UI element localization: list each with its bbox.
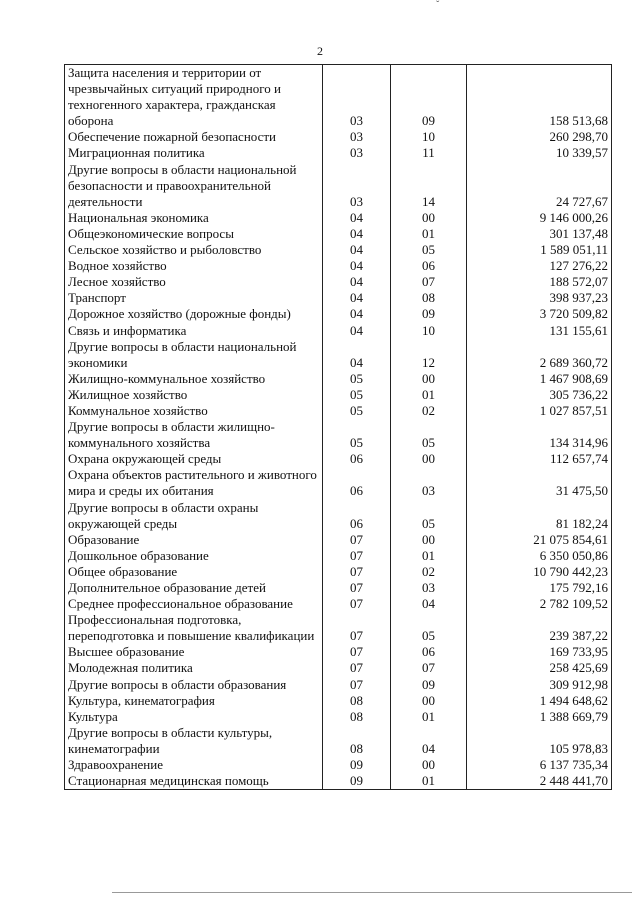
budget-table-body xyxy=(65,65,612,790)
row-section-code-cell: 07 xyxy=(323,564,391,580)
row-name-cell: Обеспечение пожарной безопасности xyxy=(65,129,323,145)
row-subsection-code-cell: 01 xyxy=(391,709,467,725)
row-subsection-code-cell: 02 xyxy=(391,564,467,580)
table-row xyxy=(65,210,612,226)
row-name-cell: Здравоохранение xyxy=(65,757,323,773)
row-amount-cell: 2 448 441,70 xyxy=(467,773,612,790)
row-section-code-cell: 08 xyxy=(323,725,391,757)
row-name-cell: Связь и информатика xyxy=(65,323,323,339)
row-subsection-code-cell: 05 xyxy=(391,242,467,258)
row-section-code-cell: 06 xyxy=(323,500,391,532)
row-subsection-code-cell: 00 xyxy=(391,371,467,387)
row-section-code-cell: 07 xyxy=(323,660,391,676)
table-row xyxy=(65,339,612,371)
table-row xyxy=(65,564,612,580)
row-name-cell: Общеэкономические вопросы xyxy=(65,226,323,242)
row-amount-cell: 134 314,96 xyxy=(467,419,612,451)
table-row xyxy=(65,387,612,403)
row-name-cell: Национальная экономика xyxy=(65,210,323,226)
row-section-code-cell: 07 xyxy=(323,532,391,548)
row-name-cell: Дополнительное образование детей xyxy=(65,580,323,596)
row-subsection-code-cell: 01 xyxy=(391,548,467,564)
row-name-cell: Образование xyxy=(65,532,323,548)
table-row xyxy=(65,419,612,451)
row-amount-cell: 24 727,67 xyxy=(467,162,612,210)
row-section-code-cell: 05 xyxy=(323,419,391,451)
table-row xyxy=(65,693,612,709)
table-row xyxy=(65,145,612,161)
row-section-code-cell: 03 xyxy=(323,129,391,145)
row-section-code-cell: 09 xyxy=(323,757,391,773)
row-subsection-code-cell: 00 xyxy=(391,693,467,709)
row-subsection-code-cell: 03 xyxy=(391,467,467,499)
row-amount-cell: 169 733,95 xyxy=(467,644,612,660)
row-name-cell: Охрана объектов растительного и животного мира и среды их обитания xyxy=(65,467,323,499)
row-name-cell: Культура xyxy=(65,709,323,725)
table-row xyxy=(65,290,612,306)
row-amount-cell: 21 075 854,61 xyxy=(467,532,612,548)
table-row xyxy=(65,725,612,757)
row-amount-cell: 2 689 360,72 xyxy=(467,339,612,371)
row-amount-cell: 158 513,68 xyxy=(467,65,612,130)
row-subsection-code-cell: 11 xyxy=(391,145,467,161)
row-section-code-cell: 09 xyxy=(323,773,391,790)
row-name-cell: Миграционная политика xyxy=(65,145,323,161)
row-subsection-code-cell: 09 xyxy=(391,677,467,693)
table-row xyxy=(65,467,612,499)
row-amount-cell: 258 425,69 xyxy=(467,660,612,676)
row-subsection-code-cell: 09 xyxy=(391,306,467,322)
row-section-code-cell: 05 xyxy=(323,387,391,403)
row-amount-cell: 1 027 857,51 xyxy=(467,403,612,419)
row-section-code-cell: 03 xyxy=(323,162,391,210)
row-section-code-cell: 08 xyxy=(323,709,391,725)
table-row xyxy=(65,65,612,130)
row-amount-cell: 1 494 648,62 xyxy=(467,693,612,709)
row-amount-cell: 1 467 908,69 xyxy=(467,371,612,387)
row-subsection-code-cell: 06 xyxy=(391,644,467,660)
budget-table xyxy=(64,64,612,790)
row-name-cell: Жилищно-коммунальное хозяйство xyxy=(65,371,323,387)
table-row xyxy=(65,226,612,242)
row-name-cell: Другие вопросы в области культуры, кинематографии xyxy=(65,725,323,757)
row-section-code-cell: 05 xyxy=(323,371,391,387)
row-amount-cell: 2 782 109,52 xyxy=(467,596,612,612)
page-number: 2 xyxy=(317,44,323,58)
row-amount-cell: 105 978,83 xyxy=(467,725,612,757)
row-subsection-code-cell: 06 xyxy=(391,258,467,274)
row-subsection-code-cell: 10 xyxy=(391,129,467,145)
row-subsection-code-cell: 01 xyxy=(391,226,467,242)
row-amount-cell: 112 657,74 xyxy=(467,451,612,467)
table-row xyxy=(65,129,612,145)
row-section-code-cell: 07 xyxy=(323,548,391,564)
table-row xyxy=(65,258,612,274)
row-subsection-code-cell: 05 xyxy=(391,419,467,451)
row-subsection-code-cell: 07 xyxy=(391,660,467,676)
row-amount-cell: 6 137 735,34 xyxy=(467,757,612,773)
row-subsection-code-cell: 04 xyxy=(391,725,467,757)
row-name-cell: Сельское хозяйство и рыболовство xyxy=(65,242,323,258)
row-section-code-cell: 06 xyxy=(323,451,391,467)
row-section-code-cell: 05 xyxy=(323,403,391,419)
row-section-code-cell: 04 xyxy=(323,339,391,371)
table-row xyxy=(65,612,612,644)
row-name-cell: Другие вопросы в области национальной безопасности и правоохранительной деятельности xyxy=(65,162,323,210)
row-amount-cell: 1 388 669,79 xyxy=(467,709,612,725)
row-amount-cell: 81 182,24 xyxy=(467,500,612,532)
table-row xyxy=(65,548,612,564)
bottom-rule xyxy=(112,892,632,893)
row-amount-cell: 305 736,22 xyxy=(467,387,612,403)
row-amount-cell: 10 339,57 xyxy=(467,145,612,161)
row-name-cell: Защита населения и территории от чрезвычайных ситуаций природного и техногенного характера, гражданская оборона xyxy=(65,65,323,130)
row-name-cell: Другие вопросы в области жилищно-коммунального хозяйства xyxy=(65,419,323,451)
row-name-cell: Коммунальное хозяйство xyxy=(65,403,323,419)
row-name-cell: Среднее профессиональное образование xyxy=(65,596,323,612)
row-name-cell: Водное хозяйство xyxy=(65,258,323,274)
table-row xyxy=(65,242,612,258)
row-name-cell: Профессиональная подготовка, переподготовка и повышение квалификации xyxy=(65,612,323,644)
row-name-cell: Культура, кинематография xyxy=(65,693,323,709)
row-section-code-cell: 04 xyxy=(323,323,391,339)
row-name-cell: Стационарная медицинская помощь xyxy=(65,773,323,790)
row-name-cell: Жилищное хозяйство xyxy=(65,387,323,403)
row-amount-cell: 3 720 509,82 xyxy=(467,306,612,322)
table-row xyxy=(65,274,612,290)
row-name-cell: Молодежная политика xyxy=(65,660,323,676)
row-name-cell: Дорожное хозяйство (дорожные фонды) xyxy=(65,306,323,322)
row-name-cell: Другие вопросы в области охраны окружающей среды xyxy=(65,500,323,532)
row-name-cell: Высшее образование xyxy=(65,644,323,660)
row-subsection-code-cell: 05 xyxy=(391,500,467,532)
table-row xyxy=(65,323,612,339)
row-amount-cell: 9 146 000,26 xyxy=(467,210,612,226)
row-subsection-code-cell: 01 xyxy=(391,387,467,403)
row-amount-cell: 239 387,22 xyxy=(467,612,612,644)
row-section-code-cell: 07 xyxy=(323,612,391,644)
row-subsection-code-cell: 00 xyxy=(391,757,467,773)
row-subsection-code-cell: 09 xyxy=(391,65,467,130)
table-row xyxy=(65,532,612,548)
row-amount-cell: 131 155,61 xyxy=(467,323,612,339)
table-row xyxy=(65,371,612,387)
row-section-code-cell: 06 xyxy=(323,467,391,499)
table-row xyxy=(65,451,612,467)
row-amount-cell: 1 589 051,11 xyxy=(467,242,612,258)
table-row xyxy=(65,306,612,322)
row-amount-cell: 31 475,50 xyxy=(467,467,612,499)
row-section-code-cell: 07 xyxy=(323,596,391,612)
row-section-code-cell: 03 xyxy=(323,65,391,130)
table-row xyxy=(65,162,612,210)
table-row xyxy=(65,773,612,790)
row-section-code-cell: 04 xyxy=(323,290,391,306)
row-section-code-cell: 03 xyxy=(323,145,391,161)
row-name-cell: Другие вопросы в области образования xyxy=(65,677,323,693)
row-name-cell: Лесное хозяйство xyxy=(65,274,323,290)
row-amount-cell: 398 937,23 xyxy=(467,290,612,306)
row-amount-cell: 309 912,98 xyxy=(467,677,612,693)
row-subsection-code-cell: 07 xyxy=(391,274,467,290)
row-amount-cell: 10 790 442,23 xyxy=(467,564,612,580)
row-section-code-cell: 07 xyxy=(323,644,391,660)
row-subsection-code-cell: 12 xyxy=(391,339,467,371)
row-subsection-code-cell: 10 xyxy=(391,323,467,339)
table-row xyxy=(65,660,612,676)
row-subsection-code-cell: 03 xyxy=(391,580,467,596)
table-row xyxy=(65,403,612,419)
row-name-cell: Общее образование xyxy=(65,564,323,580)
row-amount-cell: 188 572,07 xyxy=(467,274,612,290)
row-subsection-code-cell: 08 xyxy=(391,290,467,306)
row-subsection-code-cell: 00 xyxy=(391,532,467,548)
row-name-cell: Транспорт xyxy=(65,290,323,306)
row-section-code-cell: 04 xyxy=(323,274,391,290)
row-subsection-code-cell: 05 xyxy=(391,612,467,644)
row-section-code-cell: 04 xyxy=(323,210,391,226)
row-subsection-code-cell: 01 xyxy=(391,773,467,790)
table-row xyxy=(65,580,612,596)
row-name-cell: Другие вопросы в области национальной экономики xyxy=(65,339,323,371)
scan-mark: ˇ xyxy=(436,0,440,11)
table-row xyxy=(65,677,612,693)
table-row xyxy=(65,709,612,725)
row-section-code-cell: 08 xyxy=(323,693,391,709)
row-subsection-code-cell: 00 xyxy=(391,210,467,226)
row-section-code-cell: 04 xyxy=(323,242,391,258)
row-section-code-cell: 07 xyxy=(323,580,391,596)
row-subsection-code-cell: 04 xyxy=(391,596,467,612)
table-row xyxy=(65,596,612,612)
row-section-code-cell: 04 xyxy=(323,226,391,242)
row-name-cell: Охрана окружающей среды xyxy=(65,451,323,467)
row-section-code-cell: 04 xyxy=(323,306,391,322)
row-section-code-cell: 07 xyxy=(323,677,391,693)
row-subsection-code-cell: 14 xyxy=(391,162,467,210)
row-amount-cell: 127 276,22 xyxy=(467,258,612,274)
row-amount-cell: 175 792,16 xyxy=(467,580,612,596)
row-subsection-code-cell: 02 xyxy=(391,403,467,419)
row-name-cell: Дошкольное образование xyxy=(65,548,323,564)
row-amount-cell: 6 350 050,86 xyxy=(467,548,612,564)
row-amount-cell: 260 298,70 xyxy=(467,129,612,145)
table-row xyxy=(65,644,612,660)
row-subsection-code-cell: 00 xyxy=(391,451,467,467)
row-section-code-cell: 04 xyxy=(323,258,391,274)
row-amount-cell: 301 137,48 xyxy=(467,226,612,242)
table-row xyxy=(65,500,612,532)
table-row xyxy=(65,757,612,773)
